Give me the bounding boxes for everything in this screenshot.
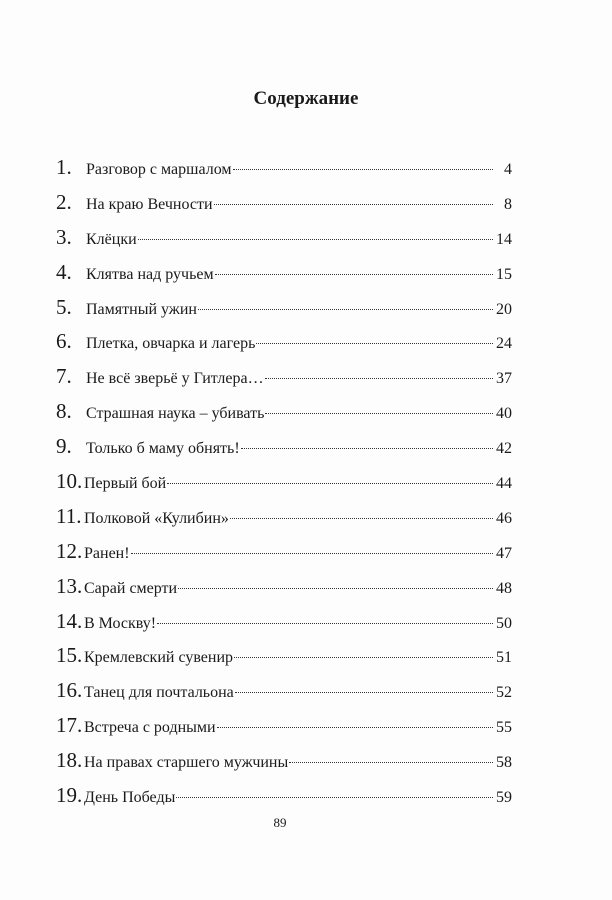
dot-leader (256, 343, 493, 344)
entry-title: Не всё зверьё у Гитлера… (86, 370, 264, 388)
dot-leader (215, 274, 493, 275)
dot-leader (235, 692, 493, 693)
entry-number: 18. (56, 748, 83, 773)
entry-title: Страшная наука – убивать (86, 405, 265, 423)
entry-title: Кремлевский сувенир (84, 649, 234, 667)
entry-page: 48 (496, 579, 512, 597)
dot-leader (233, 169, 493, 170)
entry-number: 7. (56, 364, 72, 389)
toc-entry (56, 185, 512, 220)
entry-title: Ранен! (84, 544, 130, 562)
entry-number: 14. (56, 608, 83, 633)
toc-entry (56, 778, 512, 813)
entry-title: На краю Вечности (86, 195, 213, 213)
toc-entry (56, 673, 512, 708)
toc-entry (56, 638, 512, 673)
toc-entry (56, 150, 512, 185)
entry-page: 50 (496, 614, 512, 632)
entry-title: Разговор с маршалом (86, 161, 232, 178)
entry-title: Встреча с родными (84, 719, 216, 737)
entry-number: 8. (56, 399, 72, 424)
entry-number: 11. (56, 503, 82, 528)
entry-title: Только б маму обнять! (86, 440, 240, 458)
toc-entry (56, 359, 512, 394)
toc-entry (56, 324, 512, 359)
toc-entry (56, 569, 512, 604)
entry-number: 13. (56, 573, 83, 598)
entry-number: 10. (56, 469, 83, 494)
entry-number: 3. (56, 224, 72, 249)
dot-leader (217, 727, 493, 728)
entry-page: 52 (496, 684, 512, 702)
dot-leader (198, 309, 493, 310)
entry-number: 17. (56, 713, 83, 738)
entry-number: 6. (56, 329, 72, 354)
entry-number: 19. (56, 783, 83, 808)
entry-page: 4 (504, 161, 512, 178)
toc-entry (56, 290, 512, 325)
toc-entry (56, 604, 512, 639)
entry-title: День Победы (84, 789, 176, 807)
entry-title: Танец для почтальона (84, 684, 234, 702)
entry-page: 8 (504, 195, 512, 213)
toc-entry (56, 534, 512, 569)
dot-leader (230, 518, 493, 519)
entry-page: 47 (496, 544, 512, 562)
entry-number: 12. (56, 538, 83, 563)
entry-number: 2. (56, 189, 72, 214)
dot-leader (289, 762, 493, 763)
entry-title: Клёцки (86, 230, 137, 248)
dot-leader (241, 448, 493, 449)
entry-number: 4. (56, 259, 72, 284)
dot-leader (138, 239, 493, 240)
dot-leader (178, 588, 493, 589)
entry-page: 15 (496, 265, 512, 283)
toc-entry (56, 394, 512, 429)
dot-leader (131, 553, 493, 554)
entry-title: Сарай смерти (84, 579, 178, 597)
entry-title: Плетка, овчарка и лагерь (86, 335, 256, 353)
toc-entry (56, 255, 512, 290)
entry-title: На правах старшего мужчины (84, 754, 289, 772)
dot-leader (167, 483, 493, 484)
dot-leader (157, 623, 493, 624)
entry-number: 16. (56, 678, 83, 703)
entry-title: Клятва над ручьем (86, 265, 214, 283)
entry-title: В Москву! (84, 614, 157, 632)
entry-page: 42 (496, 440, 512, 458)
entry-page: 37 (496, 370, 512, 388)
dot-leader (265, 413, 493, 414)
entry-page: 20 (496, 300, 512, 318)
entry-title: Полковой «Кулибин» (84, 509, 229, 527)
entry-page: 44 (496, 475, 512, 493)
entry-title: Первый бой (84, 475, 167, 493)
entry-page: 46 (496, 509, 512, 527)
entry-page: 14 (496, 230, 512, 248)
entry-number: 1. (56, 155, 72, 179)
table-of-contents (56, 150, 512, 813)
dot-leader (214, 204, 493, 205)
toc-entry (56, 743, 512, 778)
toc-entry (56, 429, 512, 464)
entry-page: 59 (496, 789, 512, 807)
entry-page: 51 (496, 649, 512, 667)
entry-page: 58 (496, 754, 512, 772)
page-number: 89 (273, 815, 287, 830)
toc-entry (56, 220, 512, 255)
entry-number: 5. (56, 294, 72, 319)
entry-page: 55 (496, 719, 512, 737)
toc-entry (56, 499, 512, 534)
dot-leader (234, 657, 493, 658)
dot-leader (265, 378, 493, 379)
toc-entry (56, 708, 512, 743)
entry-number: 15. (56, 643, 83, 668)
entry-page: 24 (496, 335, 512, 353)
toc-entry (56, 464, 512, 499)
dot-leader (176, 797, 493, 798)
page-title: Содержание (253, 88, 359, 109)
entry-number: 9. (56, 434, 72, 459)
entry-title: Памятный ужин (86, 300, 197, 318)
entry-page: 40 (496, 405, 512, 423)
